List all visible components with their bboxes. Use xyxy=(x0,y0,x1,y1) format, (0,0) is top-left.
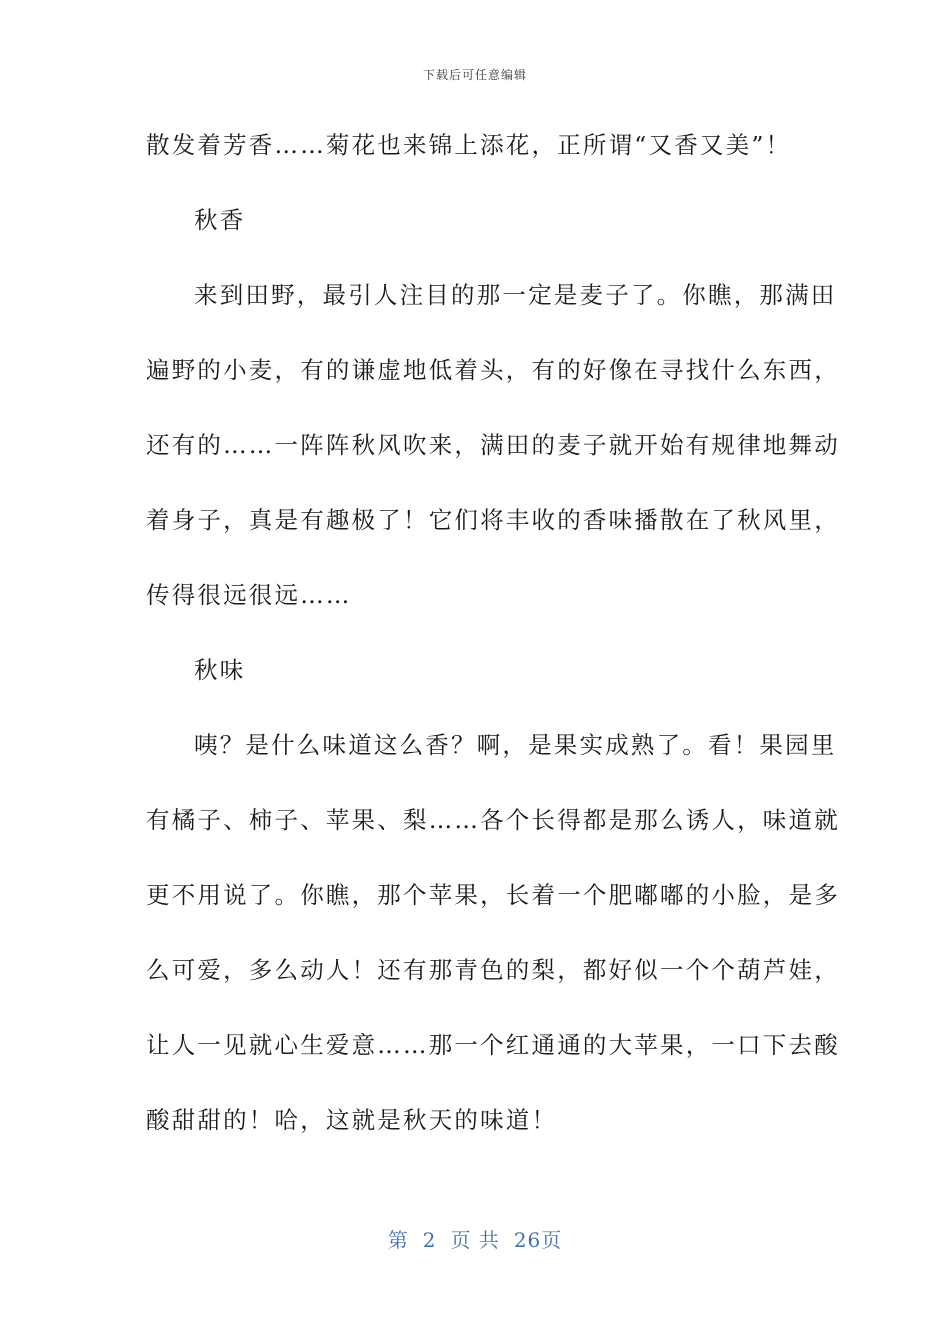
paragraph-line: 让人一见就心生爱意……那一个红通通的大苹果，一口下去酸 xyxy=(146,1031,840,1059)
paragraph-line: 更不用说了。你瞧，那个苹果，长着一个肥嘟嘟的小脸，是多 xyxy=(146,881,840,909)
paragraph-line: 遍野的小麦，有的谦虚地低着头，有的好像在寻找什么东西， xyxy=(146,356,840,384)
footer-total-pages: 26 xyxy=(513,1228,542,1252)
paragraph-line: 有橘子、柿子、苹果、梨……各个长得都是那么诱人，味道就 xyxy=(146,806,840,834)
footer-middle: 页 共 xyxy=(450,1228,500,1252)
page-footer xyxy=(0,1224,950,1253)
paragraph-line: 散发着芳香……菊花也来锦上添花，正所谓“又香又美”！ xyxy=(146,131,792,159)
section-heading-autumn-fragrance: 秋香 xyxy=(194,206,246,234)
footer-suffix: 页 xyxy=(541,1228,563,1252)
section-heading-autumn-taste: 秋味 xyxy=(194,656,246,684)
footer-current-page: 2 xyxy=(422,1228,437,1252)
paragraph-line: 来到田野，最引人注目的那一定是麦子了。你瞧，那满田 xyxy=(194,281,837,309)
paragraph-line: 酸甜甜的！哈，这就是秋天的味道！ xyxy=(146,1106,558,1134)
paragraph-line: 传得很远很远…… xyxy=(146,581,352,609)
paragraph-line: 还有的……一阵阵秋风吹来，满田的麦子就开始有规律地舞动 xyxy=(146,431,840,459)
footer-prefix: 第 xyxy=(387,1228,409,1252)
paragraph-line: 着身子，真是有趣极了！它们将丰收的香味播散在了秋风里， xyxy=(146,506,840,534)
document-body xyxy=(146,120,840,1170)
paragraph-line: 么可爱，多么动人！还有那青色的梨，都好似一个个葫芦娃， xyxy=(146,956,840,984)
header-note: 下载后可任意编辑 xyxy=(422,68,527,82)
paragraph-line: 咦？是什么味道这么香？啊，是果实成熟了。看！果园里 xyxy=(194,731,837,759)
